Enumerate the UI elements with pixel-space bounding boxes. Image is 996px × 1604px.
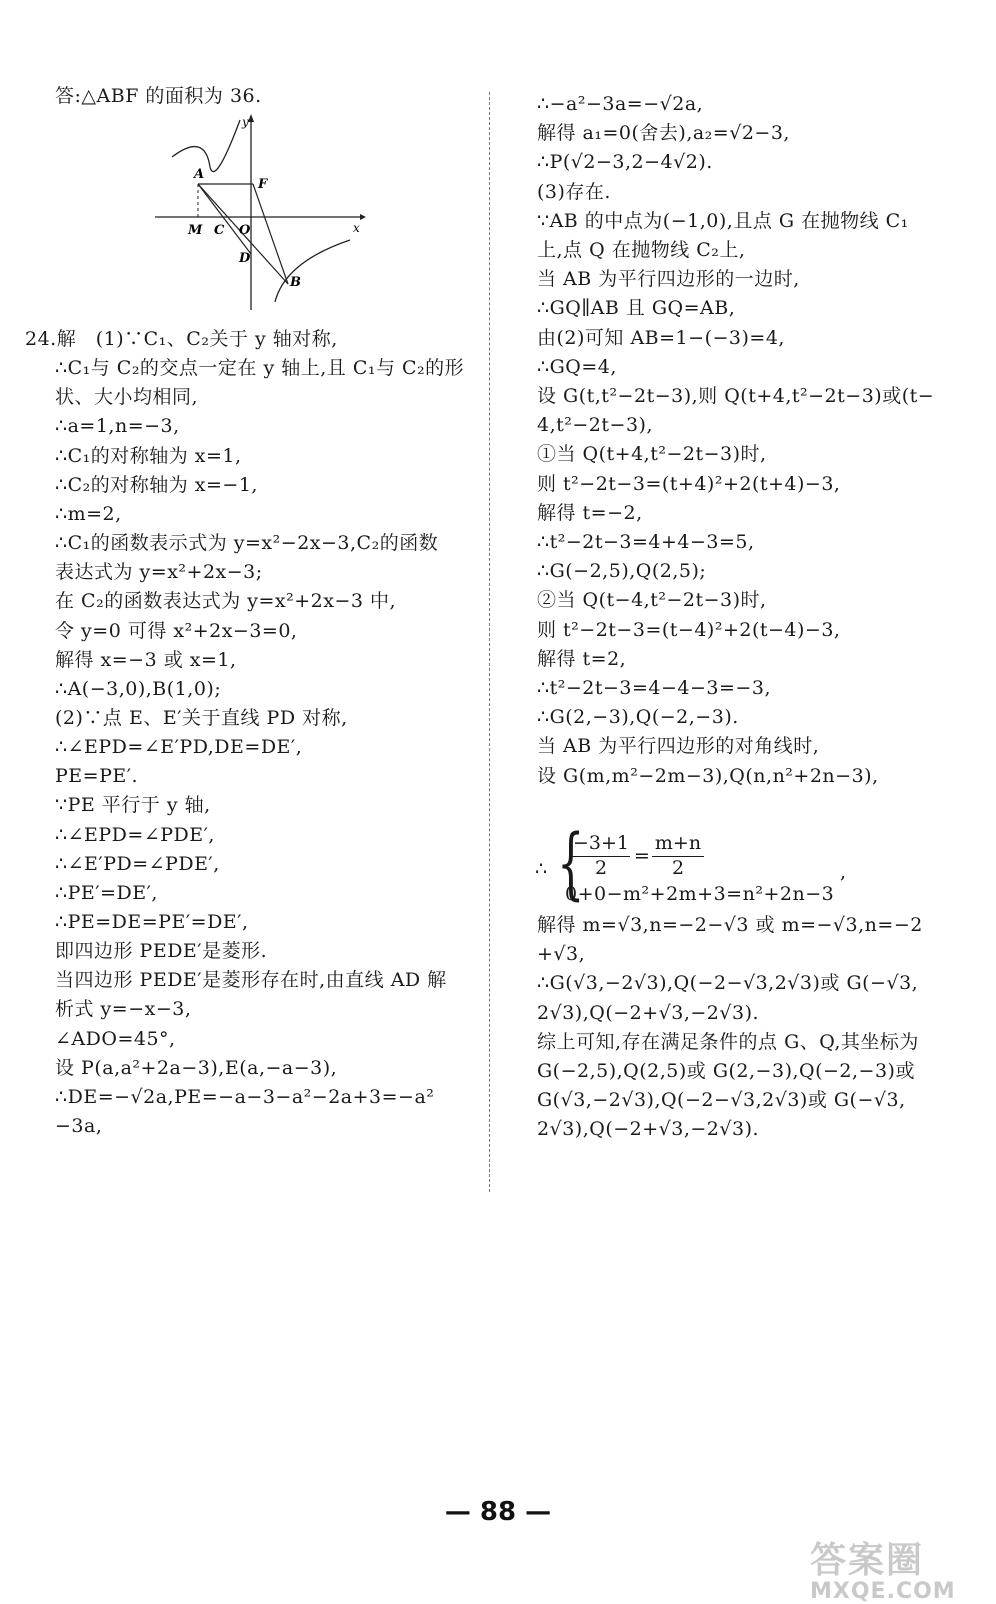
label-b: B [290, 275, 301, 290]
solution-line: 在 C₂的函数表达式为 y=x²+2x−3 中, [55, 590, 397, 613]
solution-line: 当四边形 PEDE′是菱形存在时,由直线 AD 解 [55, 969, 447, 992]
fraction-left-denominator: 2 [594, 857, 608, 879]
solution-line: ∴a=1,n=−3, [55, 415, 180, 438]
column-divider [489, 92, 490, 1192]
solution-line: 解得 m=√3,n=−2−√3 或 m=−√3,n=−2 [537, 914, 923, 936]
solution-line: ∴DE=−√2a,PE=−a−3−a²−2a+3=−a² [55, 1085, 435, 1108]
solution-line: ∠ADO=45°, [55, 1027, 176, 1050]
solution-line: 解得 a₁=0(舍去),a₂=√2−3, [537, 122, 790, 145]
solution-line: 令 y=0 可得 x²+2x−3=0, [55, 619, 298, 642]
system-therefore: ∴ [535, 858, 548, 880]
solution-line: ∴G(√3,−2√3),Q(−2−√3,2√3)或 G(−√3, [537, 972, 919, 995]
solution-line: 解得 t=−2, [537, 501, 643, 524]
solution-line: ∴C₁与 C₂的交点一定在 y 轴上,且 C₁与 C₂的形 [55, 357, 465, 380]
system-equals: = [634, 845, 650, 867]
x-axis-arrow [360, 214, 366, 220]
coordinate-figure [150, 112, 370, 312]
solution-line: 状、大小均相同, [55, 386, 199, 409]
answer-line: 答:△ABF 的面积为 36. [55, 85, 262, 107]
solution-line: PE=PE′. [55, 765, 139, 788]
solution-line: +√3, [537, 943, 586, 966]
watermark-text-bottom: MXQE.COM [810, 1579, 956, 1604]
label-y: y [242, 115, 249, 129]
label-d: D [239, 251, 251, 266]
solution-line: G(−2,5),Q(2,5)或 G(2,−3),Q(−2,−3)或 [537, 1060, 915, 1082]
solution-line: 2√3),Q(−2+√3,−2√3). [537, 1118, 760, 1141]
curve-upper-left [172, 120, 240, 172]
solution-line: 设 P(a,a²+2a−3),E(a,−a−3), [55, 1056, 338, 1079]
solution-line: ∴PE=DE=PE′=DE′, [55, 911, 249, 933]
watermark-text-top: 答案圈 [810, 1540, 925, 1581]
solution-line: 解得 t=2, [537, 647, 627, 670]
solution-line: 综上可知,存在满足条件的点 G、Q,其坐标为 [537, 1030, 919, 1053]
label-f: F [258, 177, 268, 192]
y-axis-arrow [248, 114, 254, 122]
solution-line: 由(2)可知 AB=1−(−3)=4, [537, 326, 785, 349]
solution-line: ∴C₂的对称轴为 x=−1, [55, 473, 258, 496]
solution-line: 2√3),Q(−2+√3,−2√3). [537, 1001, 760, 1024]
solution-line: ∴GQ=4, [537, 355, 617, 378]
label-m: M [188, 223, 203, 238]
solution-line: ∴m=2, [55, 502, 122, 525]
solution-line: 24.解 (1)∵C₁、C₂关于 y 轴对称, [25, 328, 338, 350]
fraction-right-numerator: m+n [654, 832, 702, 854]
label-o: O [239, 223, 251, 238]
label-c: C [214, 223, 225, 238]
solution-line: 解得 x=−3 或 x=1, [55, 648, 237, 671]
solution-line: ∴G(−2,5),Q(2,5); [537, 560, 707, 583]
solution-line: 则 t²−2t−3=(t+4)²+2(t+4)−3, [537, 472, 841, 495]
page-number: — 88 — [444, 1497, 552, 1527]
solution-line: 当 AB 为平行四边形的一边时, [537, 268, 800, 291]
solution-line: ∴t²−2t−3=4+4−3=5, [537, 531, 755, 553]
solution-line: ∵AB 的中点为(−1,0),且点 G 在抛物线 C₁ [537, 209, 909, 232]
solution-line: ∴PE′=DE′, [55, 881, 158, 904]
solution-line: ∴A(−3,0),B(1,0); [55, 677, 222, 700]
solution-line: 上,点 Q 在抛物线 C₂上, [537, 239, 746, 261]
segment-fb [253, 184, 288, 284]
system-second-equation: 0+0−m²+2m+3=n²+2n−3 [565, 883, 835, 905]
solution-line: ∴∠EPD=∠E′PD,DE=DE′, [55, 736, 303, 759]
solution-line: ∴C₁的函数表示式为 y=x²−2x−3,C₂的函数 [55, 532, 439, 555]
solution-line: ∴C₁的对称轴为 x=1, [55, 444, 242, 467]
solution-line: ∴∠EPD=∠PDE′, [55, 823, 215, 846]
solution-line: 4,t²−2t−3), [537, 414, 653, 437]
segment-ad [198, 184, 251, 254]
solution-line: ∴∠E′PD=∠PDE′, [55, 852, 220, 875]
solution-line: (2)∵点 E、E′关于直线 PD 对称, [55, 706, 348, 729]
solution-line: ∴G(2,−3),Q(−2,−3). [537, 706, 739, 729]
curve-lower-right [275, 240, 350, 302]
solution-line: (3)存在. [537, 180, 611, 203]
solution-line: ∵PE 平行于 y 轴, [55, 794, 211, 817]
solution-line: ②当 Q(t−4,t²−2t−3)时, [537, 589, 767, 612]
solution-line: 当 AB 为平行四边形的对角线时, [537, 735, 820, 758]
solution-line: 设 G(t,t²−2t−3),则 Q(t+4,t²−2t−3)或(t− [537, 385, 935, 407]
label-a: A [194, 167, 205, 182]
solution-line: −3a, [55, 1115, 103, 1138]
fraction-left-numerator: −3+1 [572, 832, 630, 854]
system-comma: , [840, 861, 847, 883]
solution-line: ∴P(√2−3,2−4√2). [537, 151, 713, 174]
label-x: x [353, 221, 360, 235]
solution-line: ①当 Q(t+4,t²−2t−3)时, [537, 443, 767, 466]
solution-line: G(√3,−2√3),Q(−2−√3,2√3)或 G(−√3, [537, 1089, 906, 1112]
watermark-logo [810, 1532, 956, 1604]
solution-line: 表达式为 y=x²+2x−3; [55, 561, 263, 584]
solution-line: 即四边形 PEDE′是菱形. [55, 940, 268, 963]
solution-line: 设 G(m,m²−2m−3),Q(n,n²+2n−3), [537, 764, 879, 787]
solution-line: ∴−a²−3a=−√2a, [537, 93, 704, 115]
fraction-right-denominator: 2 [671, 857, 685, 879]
solution-line: 则 t²−2t−3=(t−4)²+2(t−4)−3, [537, 618, 841, 641]
solution-line: 析式 y=−x−3, [55, 998, 192, 1021]
solution-line: ∴t²−2t−3=4−4−3=−3, [537, 677, 771, 699]
solution-line: ∴GQ∥AB 且 GQ=AB, [537, 297, 736, 320]
system-brace: { [557, 819, 585, 909]
